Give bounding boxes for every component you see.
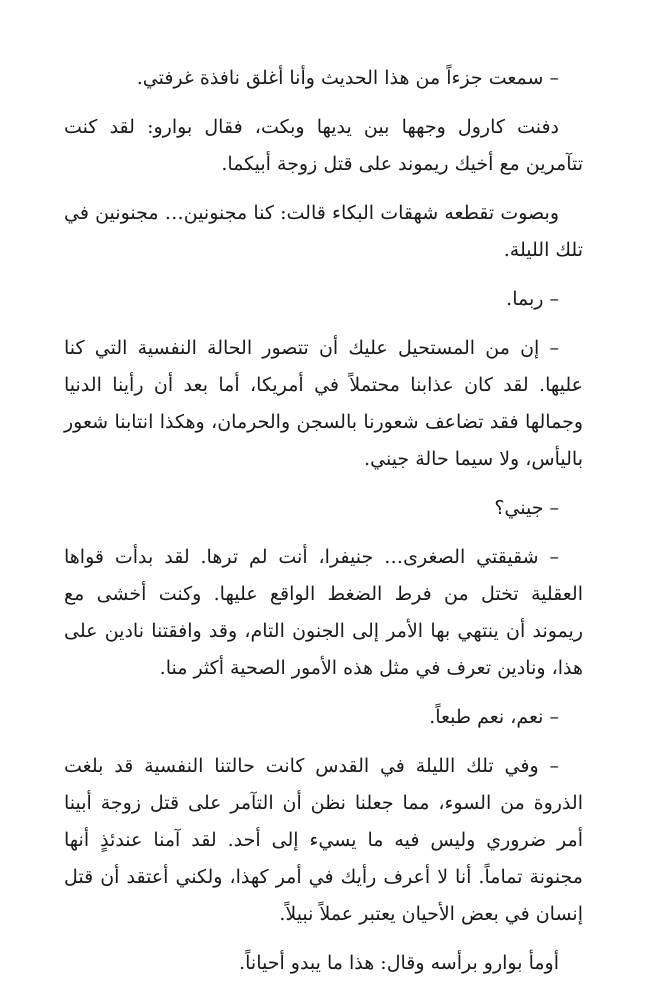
paragraph-1: – سمعت جزءاً من هذا الحديث وأنا أغلق نافذة غرفتي. [136,67,559,89]
paragraph-9: – وفي تلك الليلة في القدس كانت حالتنا النفسية قد بلغت الذروة من السوء، مما جعلنا نظن أن التآمر على قتل زوجة أبينا أمر ضروري وليس فيه ما يسيء إلى أحد. لقد آمنا عندئذٍ أنها مجنونة تماماً. أنا لا أعرف رأيك في أمر كهذا، ولكني أعتقد أن قتل إنسان في بعض الأحيان يعتبر عملاً نبيلاً. [64,755,583,925]
paragraph-10: أومأ بوارو برأسه وقال: هذا ما يبدو أحياناً. [239,952,559,974]
paragraph-4: – ربما. [506,288,559,310]
paragraph-7: – شقيقتي الصغرى… جنيفرا، أنت لم ترها. لقد بدأت قواها العقلية تختل من فرط الضغط الواقع عليها. وكنت أخشى مع ريموند أن ينتهي بها الأمر إلى الجنون التام، وقد وافقتنا نادين على هذا، ونادين تعرف في مثل هذه الأمور الصحية أكثر منا. [64,546,583,679]
paragraph-6: – جيني؟ [494,497,559,519]
paragraph-2: دفنت كارول وجهها بين يديها وبكت، فقال بوارو: لقد كنت تتآمرين مع أخيك ريموند على قتل زوجة أبيكما. [64,116,583,175]
paragraph-5: – إن من المستحيل عليك أن تتصور الحالة النفسية التي كنا عليها. لقد كان عذابنا محتملاً في أمريكا، أما بعد أن رأينا الدنيا وجمالها فقد تضاعف شعورنا بالسجن والحرمان، وهكذا انتابنا شعور باليأس، ولا سيما حالة جيني. [64,337,583,470]
paragraph-8: – نعم، نعم طبعاً. [429,706,559,728]
paragraph-3: وبصوت تقطعه شهقات البكاء قالت: كنا مجنونين… مجنونين في تلك الليلة. [64,202,583,261]
